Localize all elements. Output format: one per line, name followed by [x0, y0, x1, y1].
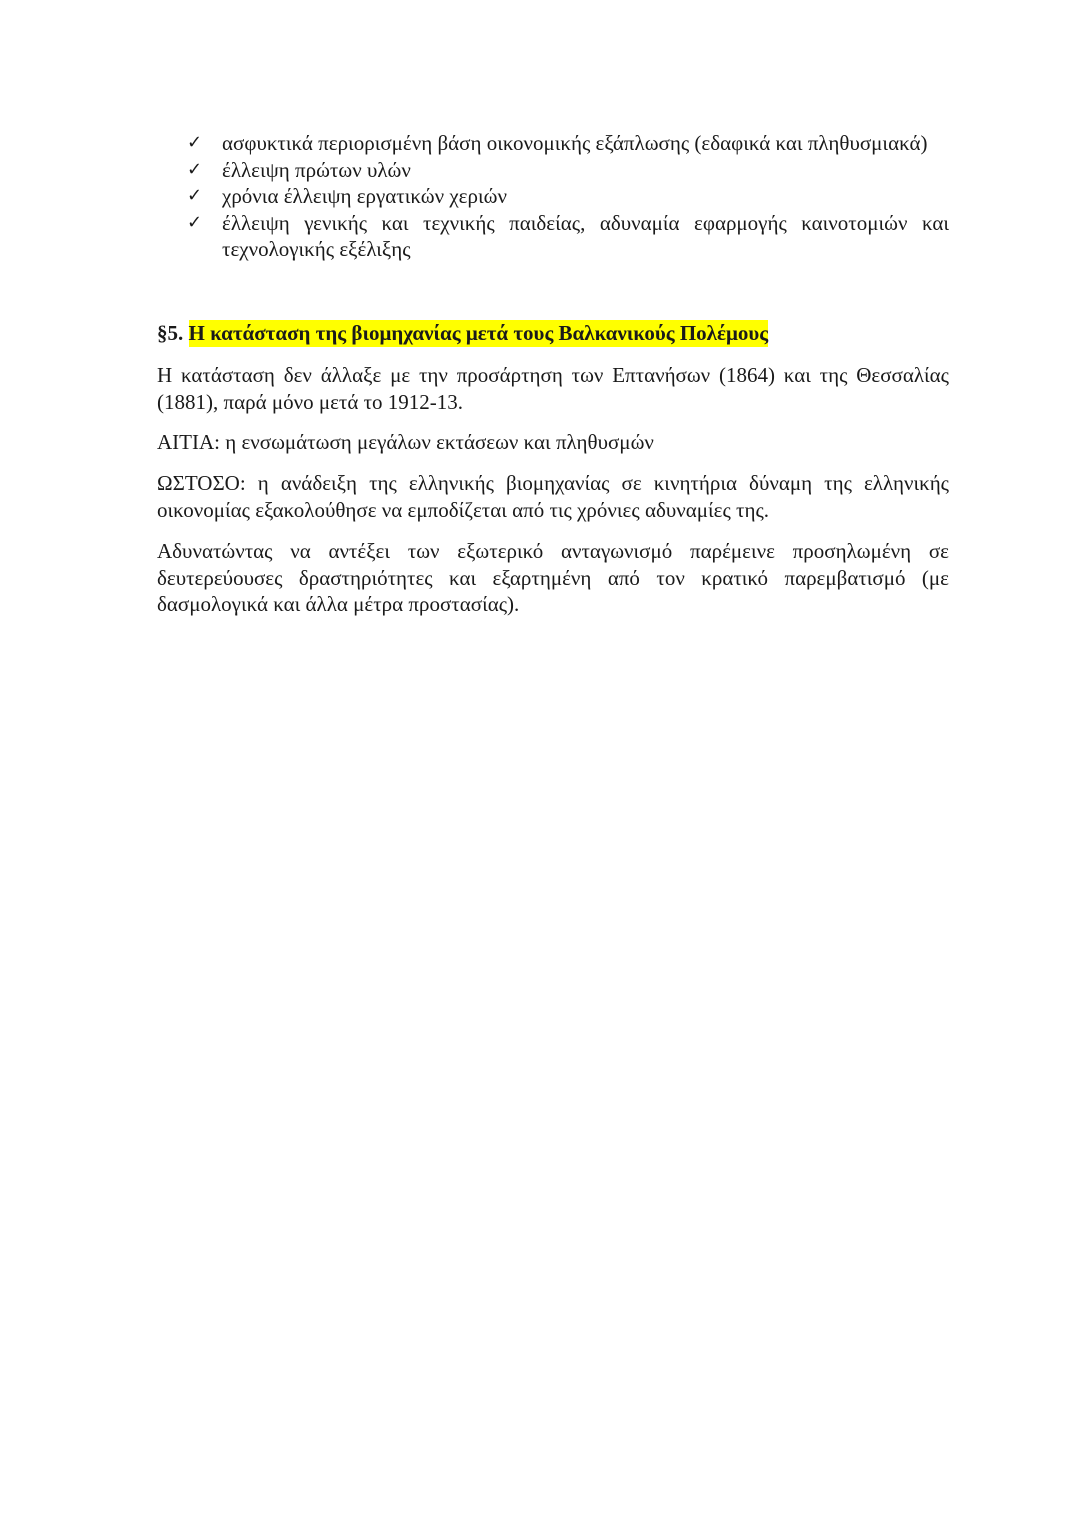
paragraph-however: ΩΣΤΟΣΟ: η ανάδειξη της ελληνικής βιομηχανίας σε κινητήρια δύναμη της ελληνικής οικονομίας εξακολούθησε να εμποδίζεται από τις χρόνιες αδυναμίες της. — [157, 471, 949, 522]
paragraph-conclusion: Αδυνατώντας να αντέξει των εξωτερικό ανταγωνισμό παρέμεινε προσηλωμένη σε δευτερεύουσες δραστηριότητες και εξαρτημένη από τον κρατικό παρεμβατισμό (με δασμολογικά και άλλα μέτρα προστασίας). — [157, 539, 949, 616]
list-item — [187, 157, 949, 184]
list-item-text: έλλειψη πρώτων υλών — [222, 157, 411, 182]
list-item-text: χρόνια έλλειψη εργατικών χεριών — [222, 184, 507, 208]
checkmark-icon: ✓ — [187, 132, 203, 153]
list-item — [187, 130, 949, 157]
checkmark-icon: ✓ — [187, 211, 203, 233]
section-heading — [157, 318, 768, 348]
checkmark-icon: ✓ — [187, 158, 203, 180]
section-title-highlighted: Η κατάσταση της βιομηχανίας μετά τους Βαλκανικούς Πολέμους — [188, 321, 769, 345]
checkmark-icon: ✓ — [187, 185, 203, 206]
list-item-text: έλλειψη γενικής και τεχνικής παιδείας, αδυναμία εφαρμογής καινοτομιών και τεχνολογικής εξέλιξης — [222, 210, 949, 261]
list-item-text: ασφυκτικά περιορισμένη βάση οικονομικής εξάπλωσης (εδαφικά και πληθυσμιακά) — [222, 131, 928, 155]
paragraph-causes: ΑΙΤΙΑ: η ενσωμάτωση μεγάλων εκτάσεων και πληθυσμών — [157, 430, 654, 454]
paragraph-annexation: Η κατάσταση δεν άλλαξε με την προσάρτηση των Επτανήσων (1864) και της Θεσσαλίας (1881), παρά μόνο μετά το 1912-13. — [157, 363, 949, 414]
list-item — [187, 183, 949, 210]
section-number: §5. — [157, 321, 184, 345]
checklist — [187, 130, 949, 263]
list-item — [187, 210, 949, 263]
